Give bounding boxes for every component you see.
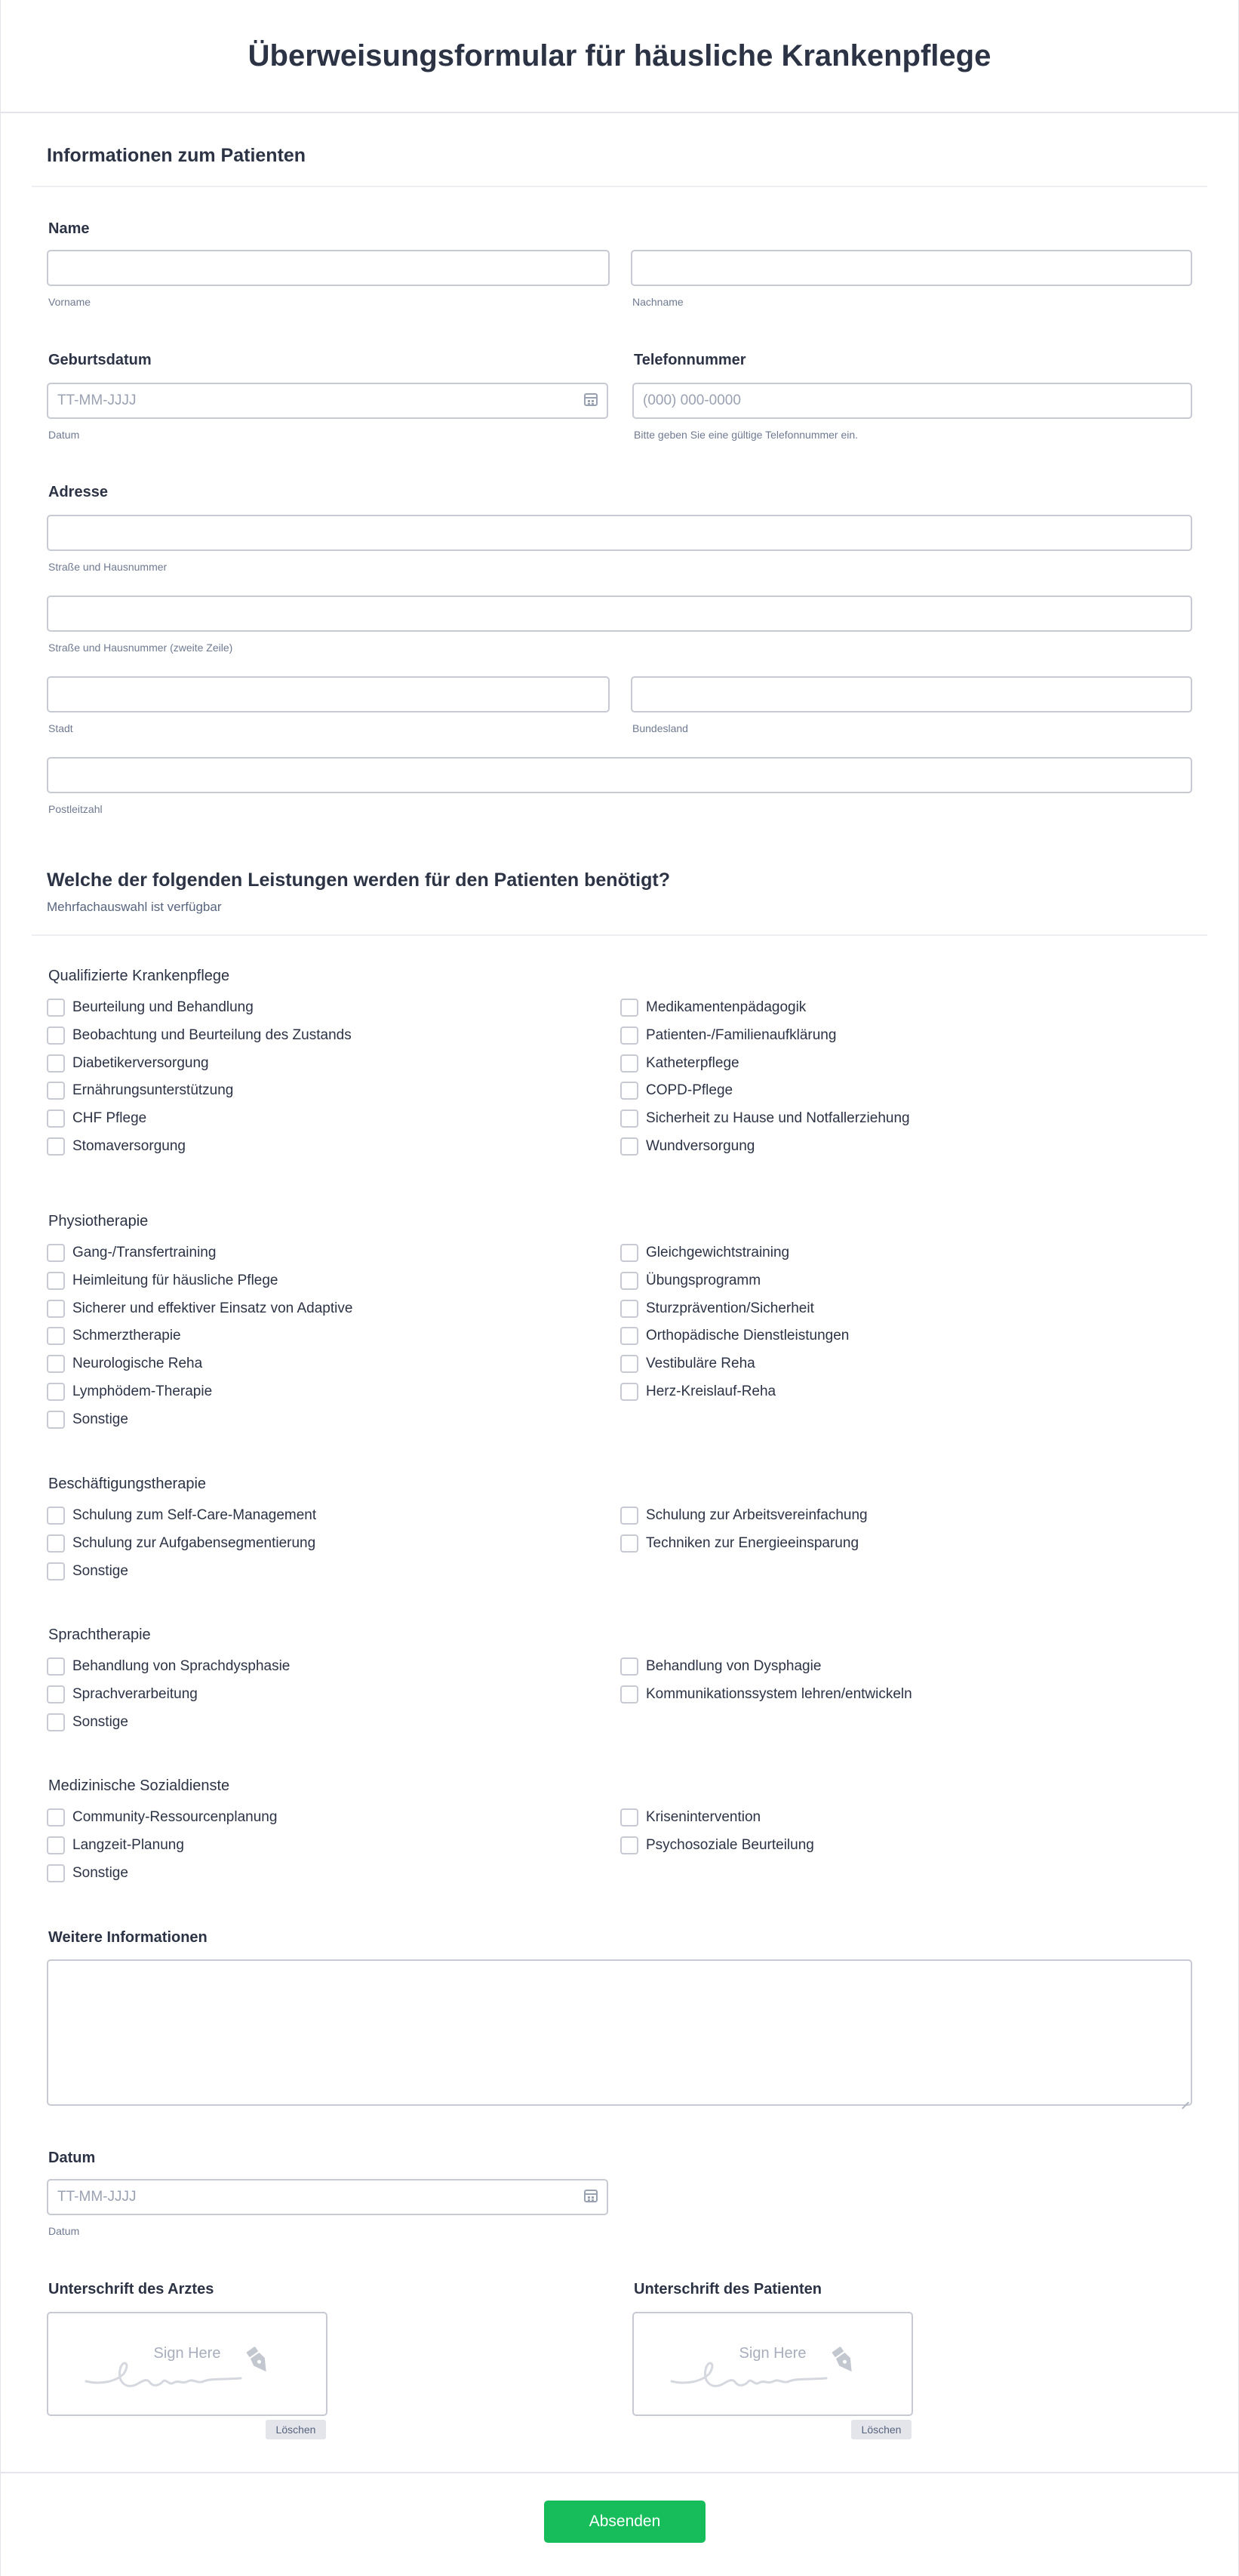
checkbox[interactable]: [620, 999, 638, 1017]
checkbox[interactable]: [620, 1327, 638, 1345]
checkbox-label: Neurologische Reha: [72, 1356, 203, 1371]
services-section-title: Welche der folgenden Leistungen werden für den Patienten benötigt?: [47, 869, 670, 891]
checkbox[interactable]: [620, 1355, 638, 1373]
checkbox[interactable]: [620, 1026, 638, 1045]
checkbox[interactable]: [47, 1137, 65, 1156]
service-checkbox-item[interactable]: [47, 1713, 128, 1732]
service-checkbox-item[interactable]: [620, 1506, 868, 1525]
service-checkbox-item[interactable]: [47, 998, 254, 1017]
checkbox[interactable]: [620, 1137, 638, 1156]
checkbox-label: Heimleitung für häusliche Pflege: [72, 1273, 278, 1288]
service-group-label: Qualifizierte Krankenpflege: [48, 968, 230, 984]
service-checkbox-item[interactable]: [47, 1657, 290, 1676]
service-checkbox-item[interactable]: [620, 1534, 859, 1553]
birthdate-field: [47, 383, 608, 419]
date-sublabel: Datum: [48, 2225, 80, 2237]
additional-info-label: Weitere Informationen: [48, 1929, 208, 1946]
service-checkbox-item[interactable]: [620, 1271, 761, 1291]
form-header: [0, 0, 1239, 113]
service-checkbox-item[interactable]: [620, 1054, 739, 1073]
checkbox-label: Sturzprävention/Sicherheit: [646, 1300, 814, 1316]
checkbox[interactable]: [47, 999, 65, 1017]
footer-divider: [0, 2472, 1239, 2473]
zip-input[interactable]: [47, 757, 1192, 793]
checkbox-label: COPD-Pflege: [646, 1082, 733, 1098]
checkbox[interactable]: [620, 1836, 638, 1854]
checkbox[interactable]: [47, 1836, 65, 1854]
service-checkbox-item[interactable]: [47, 1685, 198, 1704]
first-name-input[interactable]: [47, 250, 610, 286]
checkbox[interactable]: [620, 1082, 638, 1100]
checkbox[interactable]: [620, 1657, 638, 1676]
service-checkbox-item[interactable]: [47, 1054, 209, 1073]
checkbox-label: Kommunikationssystem lehren/entwickeln: [646, 1686, 912, 1702]
checkbox-label: Schmerztherapie: [72, 1328, 181, 1343]
patient-signature-pad[interactable]: [632, 2312, 913, 2416]
calendar-icon[interactable]: [584, 2190, 598, 2202]
service-checkbox-item[interactable]: [620, 1299, 814, 1319]
service-checkbox-item[interactable]: [47, 1506, 316, 1525]
checkbox-label: Orthopädische Dienstleistungen: [646, 1328, 850, 1343]
service-checkbox-item[interactable]: [620, 1081, 733, 1100]
address-label: Adresse: [48, 484, 108, 500]
checkbox-label: Schulung zur Aufgabensegmentierung: [72, 1535, 316, 1551]
sign-here-text: Sign Here: [153, 2345, 221, 2362]
resize-grip-icon[interactable]: [1180, 2094, 1189, 2103]
service-checkbox-item[interactable]: [47, 1410, 128, 1430]
phone-input[interactable]: [632, 383, 1192, 419]
checkbox-label: Stomaversorgung: [72, 1138, 186, 1154]
checkbox-label: Schulung zur Arbeitsvereinfachung: [646, 1507, 868, 1523]
service-checkbox-item[interactable]: [47, 1081, 233, 1100]
date-label: Datum: [48, 2150, 96, 2166]
checkbox-label: Gleichgewichtstraining: [646, 1245, 790, 1260]
checkbox[interactable]: [47, 1054, 65, 1073]
doctor-signature-clear-button[interactable]: Löschen: [266, 2420, 326, 2439]
last-name-sublabel: Nachname: [632, 296, 684, 308]
checkbox[interactable]: [47, 1109, 65, 1128]
checkbox-label: Sprachverarbeitung: [72, 1686, 198, 1702]
checkbox[interactable]: [47, 1808, 65, 1827]
service-group-label: Sprachtherapie: [48, 1627, 151, 1643]
sign-here-text: Sign Here: [739, 2345, 807, 2362]
state-input[interactable]: [631, 676, 1192, 712]
service-group-label: Medizinische Sozialdienste: [48, 1777, 230, 1794]
checkbox[interactable]: [620, 1685, 638, 1703]
date-field: [47, 2179, 608, 2215]
section-divider: [32, 186, 1207, 187]
services-section-subtitle: Mehrfachauswahl ist verfügbar: [47, 900, 222, 914]
city-sublabel: Stadt: [48, 722, 73, 734]
service-checkbox-item[interactable]: [620, 1137, 755, 1156]
section-divider: [32, 934, 1207, 936]
checkbox[interactable]: [620, 1109, 638, 1128]
service-checkbox-item[interactable]: [47, 1026, 352, 1045]
checkbox-label: Schulung zum Self-Care-Management: [72, 1507, 317, 1523]
service-group-label: Physiotherapie: [48, 1213, 149, 1230]
service-checkbox-item[interactable]: [620, 1808, 761, 1827]
street2-input[interactable]: [47, 596, 1192, 632]
form-title: Überweisungsformular für häusliche Krankenpflege: [247, 38, 992, 72]
calendar-icon[interactable]: [584, 393, 598, 406]
checkbox-label: Psychosoziale Beurteilung: [646, 1837, 814, 1853]
service-checkbox-item[interactable]: [47, 1271, 278, 1291]
checkbox[interactable]: [47, 1082, 65, 1100]
service-checkbox-item[interactable]: [47, 1808, 277, 1827]
service-checkbox-item[interactable]: [47, 1109, 146, 1128]
service-checkbox-item[interactable]: [620, 1354, 755, 1374]
doctor-signature-label: Unterschrift des Arztes: [48, 2281, 214, 2297]
checkbox[interactable]: [47, 1383, 65, 1401]
checkbox-label: Behandlung von Dysphagie: [646, 1658, 822, 1674]
city-input[interactable]: [47, 676, 610, 712]
checkbox[interactable]: [47, 1713, 65, 1731]
service-checkbox-item[interactable]: [620, 1685, 912, 1704]
service-checkbox-item[interactable]: [47, 1534, 315, 1553]
service-checkbox-item[interactable]: [47, 1243, 216, 1263]
doctor-signature-pad[interactable]: [47, 2312, 327, 2416]
checkbox-label: Übungsprogramm: [646, 1273, 761, 1288]
checkbox[interactable]: [47, 1657, 65, 1676]
checkbox-label: Community-Ressourcenplanung: [72, 1809, 278, 1825]
checkbox[interactable]: [620, 1244, 638, 1262]
street-sublabel: Straße und Hausnummer: [48, 561, 168, 573]
checkbox[interactable]: [620, 1507, 638, 1525]
service-checkbox-item[interactable]: [620, 1657, 821, 1676]
service-checkbox-item[interactable]: [47, 1326, 181, 1346]
checkbox-label: Gang-/Transfertraining: [72, 1245, 217, 1260]
checkbox[interactable]: [620, 1054, 638, 1073]
checkbox-label: Langzeit-Planung: [72, 1837, 184, 1853]
date-input[interactable]: [47, 2179, 608, 2215]
birthdate-input[interactable]: [47, 383, 608, 419]
birthdate-sublabel: Datum: [48, 429, 80, 441]
checkbox-label: Wundversorgung: [646, 1138, 755, 1154]
checkbox-label: Sonstige: [72, 1865, 128, 1881]
service-checkbox-item[interactable]: [47, 1299, 352, 1319]
service-checkbox-item[interactable]: [47, 1354, 202, 1374]
checkbox-label: Sicherheit zu Hause und Notfallerziehung: [646, 1110, 910, 1126]
submit-button[interactable]: Absenden: [544, 2501, 706, 2543]
checkbox-label: Behandlung von Sprachdysphasie: [72, 1658, 291, 1674]
phone-label: Telefonnummer: [634, 352, 746, 368]
checkbox[interactable]: [620, 1300, 638, 1318]
street2-sublabel: Straße und Hausnummer (zweite Zeile): [48, 642, 233, 654]
checkbox[interactable]: [47, 1026, 65, 1045]
checkbox-label: Medikamentenpädagogik: [646, 999, 807, 1015]
checkbox[interactable]: [620, 1808, 638, 1827]
service-checkbox-item[interactable]: [47, 1137, 186, 1156]
service-checkbox-item[interactable]: [620, 998, 806, 1017]
checkbox[interactable]: [47, 1562, 65, 1580]
service-group-label: Beschäftigungstherapie: [48, 1476, 207, 1492]
patient-signature-label: Unterschrift des Patienten: [634, 2281, 822, 2297]
additional-info-textarea[interactable]: [47, 1959, 1192, 2106]
birthdate-label: Geburtsdatum: [48, 352, 152, 368]
checkbox-label: Beurteilung und Behandlung: [72, 999, 254, 1015]
checkbox[interactable]: [47, 1864, 65, 1882]
checkbox[interactable]: [620, 1534, 638, 1553]
checkbox[interactable]: [47, 1507, 65, 1525]
service-checkbox-item[interactable]: [620, 1326, 849, 1346]
checkbox-label: Sonstige: [72, 1563, 128, 1579]
checkbox-label: Krisenintervention: [646, 1809, 761, 1825]
checkbox-label: Katheterpflege: [646, 1055, 739, 1071]
checkbox-label: Techniken zur Energieeinsparung: [646, 1535, 859, 1551]
service-checkbox-item[interactable]: [47, 1382, 212, 1402]
checkbox[interactable]: [47, 1685, 65, 1703]
checkbox-label: Patienten-/Familienaufklärung: [646, 1027, 837, 1043]
service-checkbox-item[interactable]: [620, 1109, 910, 1128]
patient-signature-clear-button[interactable]: Löschen: [851, 2420, 912, 2439]
checkbox[interactable]: [47, 1327, 65, 1345]
checkbox-label: Herz-Kreislauf-Reha: [646, 1383, 776, 1399]
checkbox[interactable]: [620, 1383, 638, 1401]
checkbox[interactable]: [47, 1534, 65, 1553]
checkbox-label: Sonstige: [72, 1714, 128, 1730]
name-label: Name: [48, 220, 90, 237]
checkbox[interactable]: [47, 1272, 65, 1290]
zip-sublabel: Postleitzahl: [48, 803, 103, 815]
checkbox-label: Ernährungsunterstützung: [72, 1082, 234, 1098]
service-checkbox-item[interactable]: [620, 1382, 776, 1402]
last-name-input[interactable]: [631, 250, 1192, 286]
checkbox-label: Diabetikerversorgung: [72, 1055, 209, 1071]
state-sublabel: Bundesland: [632, 722, 688, 734]
service-checkbox-item[interactable]: [47, 1562, 128, 1581]
street-input[interactable]: [47, 515, 1192, 551]
checkbox-label: Lymphödem-Therapie: [72, 1383, 213, 1399]
phone-sublabel: Bitte geben Sie eine gültige Telefonnummer ein.: [634, 429, 859, 441]
checkbox[interactable]: [47, 1244, 65, 1262]
signature-scribble-icon: [664, 2344, 883, 2404]
checkbox[interactable]: [620, 1272, 638, 1290]
service-checkbox-item[interactable]: [47, 1864, 128, 1883]
service-checkbox-item[interactable]: [620, 1026, 836, 1045]
checkbox-label: Sicherer und effektiver Einsatz von Adaptive: [72, 1300, 353, 1316]
checkbox[interactable]: [47, 1355, 65, 1373]
checkbox[interactable]: [47, 1411, 65, 1429]
signature-scribble-icon: [78, 2344, 297, 2404]
service-checkbox-item[interactable]: [620, 1243, 789, 1263]
patient-section-title: Informationen zum Patienten: [47, 145, 306, 166]
service-checkbox-item[interactable]: [47, 1836, 184, 1855]
service-checkbox-item[interactable]: [620, 1836, 814, 1855]
checkbox-label: Sonstige: [72, 1411, 128, 1427]
first-name-sublabel: Vorname: [48, 296, 91, 308]
checkbox-label: CHF Pflege: [72, 1110, 147, 1126]
checkbox-label: Beobachtung und Beurteilung des Zustands: [72, 1027, 352, 1043]
checkbox-label: Vestibuläre Reha: [646, 1356, 755, 1371]
checkbox[interactable]: [47, 1300, 65, 1318]
